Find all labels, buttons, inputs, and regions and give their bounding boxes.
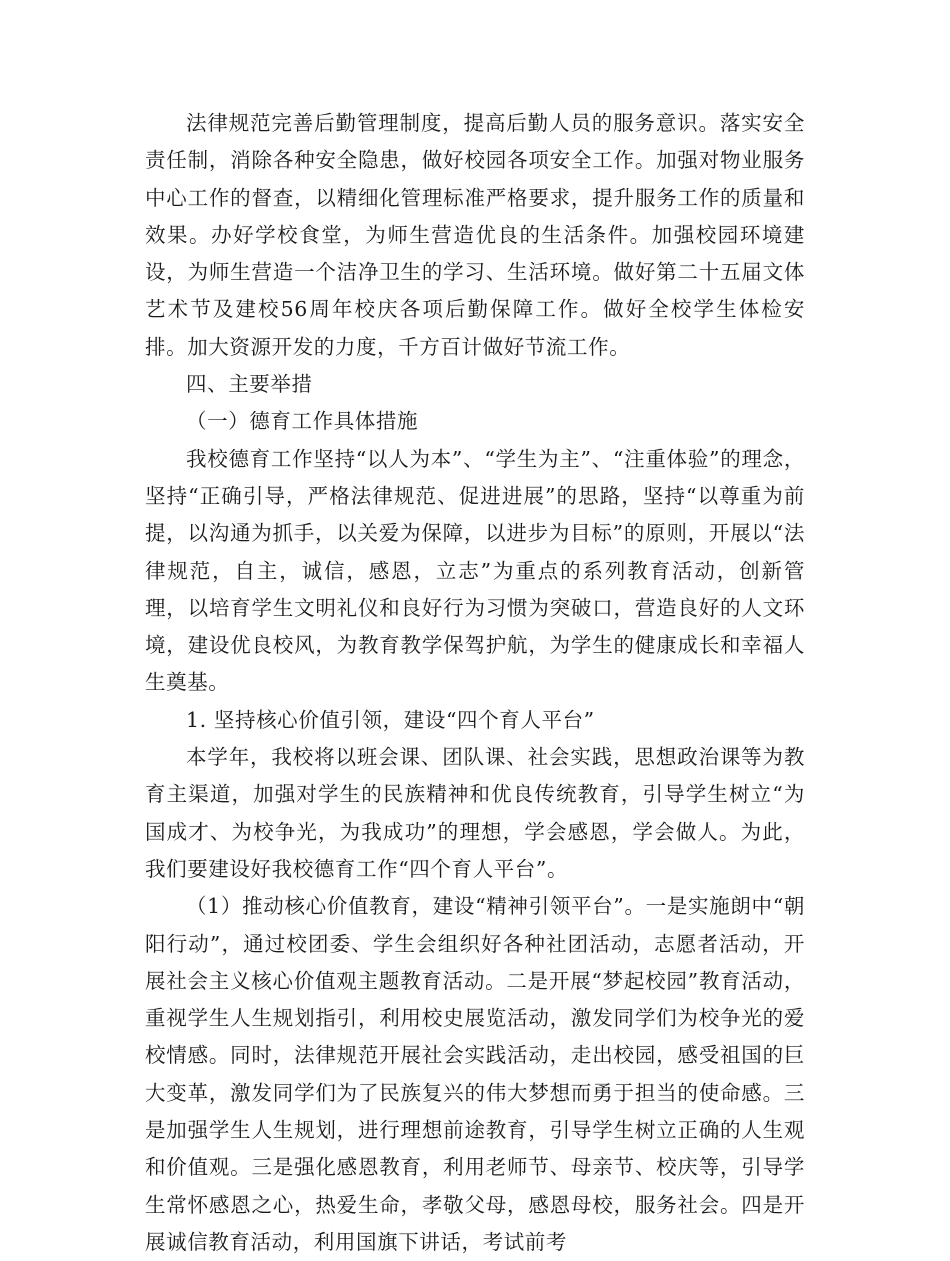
paragraph-logistics: 法律规范完善后勤管理制度，提高后勤人员的服务意识。落实安全责任制，消除各种安全隐患，做好校园各项安全工作。加强对物业服务中心工作的督查，以精细化管理标准严格要求，提升服务工作的质量和效果。办好学校食堂，为师生营造优良的生活条件。加强校园环境建设，为师生营造一个洁净卫生的学习、生活环境。做好第二十五届文体艺术节及建校56周年校庆各项后勤保障工作。做好全校学生体检安排。加大资源开发的力度，千方百计做好节流工作。: [145, 111, 805, 359]
paragraph-moral-education-principles: 我校德育工作坚持“以人为本”、“学生为主”、“注重体验”的理念，坚持“正确引导，严格法律规范、促进进展”的思路，坚持“以尊重为前提，以沟通为抓手，以关爱为保障，以进步为目标”的原则，开展以“法律规范，自主，诚信，感恩，立志”为重点的系列教育活动，创新管理，以培育学生文明礼仪和良好行为习惯为突破口，营造良好的人文环境，建设优良校风，为教育教学保驾护航，为学生的健康成长和幸福人生奠基。: [145, 446, 805, 695]
section-heading-main-measures: 四、主要举措: [186, 372, 313, 397]
subsection-heading-moral-education: （一）德育工作具体措施: [186, 409, 419, 434]
paragraph-school-year-plan: 本学年，我校将以班会课、团队课、社会实践，思想政治课等为教育主渠道，加强对学生的民族精神和优良传统教育，引导学生树立“为国成才、为校争光，为我成功”的理想，学会感恩，学会做人。为此，我们要建设好我校德育工作“四个育人平台”。: [145, 745, 805, 881]
paragraph-spirit-platform: （1）推动核心价值教育，建设“精神引领平台”。一是实施朗中“朝阳行动”，通过校团委、学生会组织好各种社团活动，志愿者活动，开展社会主义核心价值观主题教育活动。二是开展“梦起校园”教育活动，重视学生人生规划指引，利用校史展览活动，激发同学们为校争光的爱校情感。同时，法律规范开展社会实践活动，走出校园，感受祖国的巨大变革，激发同学们为了民族复兴的伟大梦想而勇于担当的使命感。三是加强学生人生规划，进行理想前途教育，引导学生树立正确的人生观和价值观。三是强化感恩教育，利用老师节、母亲节、校庆等，引导学生常怀感恩之心，热爱生命，孝敬父母，感恩母校，服务社会。四是开展诚信教育活动，利用国旗下讲话，考试前考: [145, 894, 805, 1254]
document-page: [145, 105, 805, 1261]
item-heading-core-values: 1. 坚持核心价值引领，建设“四个育人平台”: [186, 707, 595, 732]
